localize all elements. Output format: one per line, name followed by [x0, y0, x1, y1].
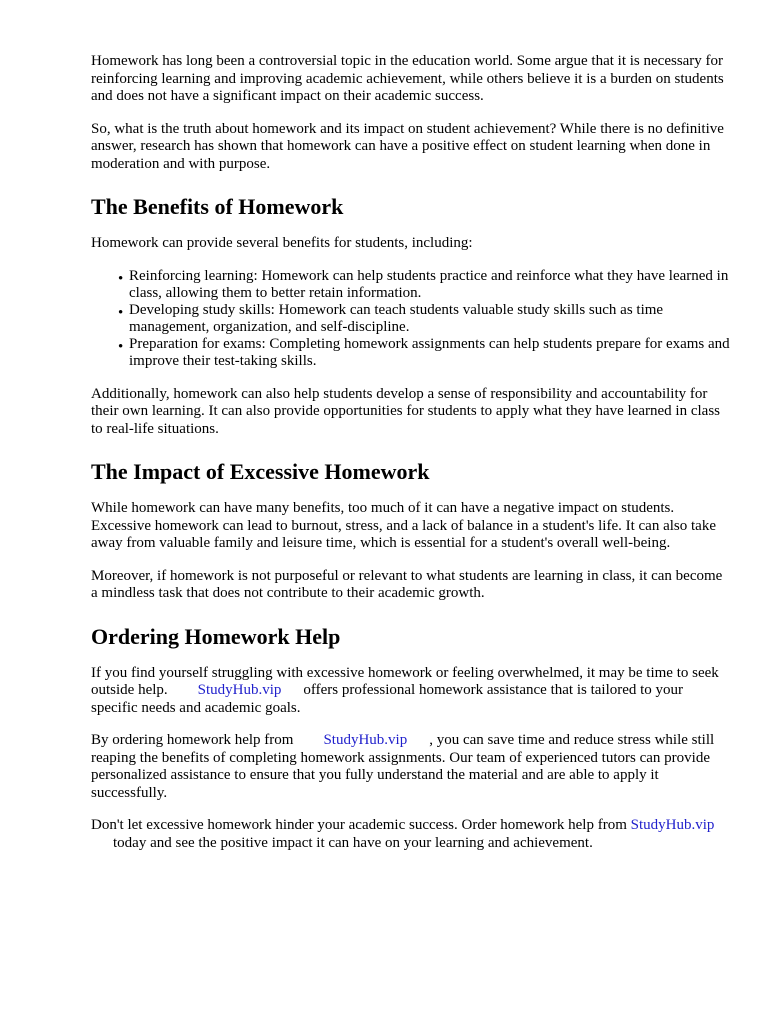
- ordering-paragraph-3: [91, 817, 731, 852]
- ordering-p2-text-after: , you can save time and reduce stress while still reaping the benefits of completing homework assignments. Our team of experienced tutors can provide personalized assistance to ensure that you fully understand the material and are able to apply it successfully.: [91, 732, 715, 801]
- ordering-p3-text-after: today and see the positive impact it can have on your learning and achievement.: [113, 834, 593, 851]
- studyhub-link[interactable]: StudyHub.vip: [197, 682, 282, 698]
- bullet-icon: •: [118, 338, 124, 355]
- intro-paragraph-2: So, what is the truth about homework and its impact on student achievement? While there is no definitive answer, research has shown that homework can have a positive effect on student learning when done in moderation and with purpose.: [91, 120, 724, 172]
- intro-paragraph-1: Homework has long been a controversial topic in the education world. Some argue that it is necessary for reinforcing learning and improving academic achievement, while others believe it is a burden on students and does not have a significant impact on their academic success.: [91, 53, 724, 104]
- document-page: [91, 53, 731, 852]
- bullet-icon: •: [118, 304, 124, 321]
- benefits-list: [91, 268, 731, 370]
- ordering-p2-text-before: By ordering homework help from: [91, 732, 294, 748]
- excessive-heading: The Impact of Excessive Homework: [91, 459, 430, 484]
- studyhub-link[interactable]: StudyHub.vip: [630, 817, 715, 833]
- list-item-text: Reinforcing learning: Homework can help students practice and reinforce what they have learned in class, allowing them to better retain information.: [129, 267, 729, 301]
- ordering-p3-text-before: Don't let excessive homework hinder your academic success. Order homework help from: [91, 817, 627, 833]
- list-item: [91, 336, 731, 370]
- ordering-heading: Ordering Homework Help: [91, 623, 341, 649]
- ordering-paragraph-1: [91, 665, 731, 718]
- benefits-heading: The Benefits of Homework: [91, 194, 344, 219]
- excessive-paragraph-2: Moreover, if homework is not purposeful or relevant to what students are learning in class, it can become a mindless task that does not contribute to their academic growth.: [91, 567, 723, 601]
- excessive-paragraph-1: While homework can have many benefits, too much of it can have a negative impact on students. Excessive homework can lead to burnout, stress, and a lack of balance in a student's life. It can also take away from valuable family and leisure time, which is essential for a student's overall well-being.: [91, 500, 716, 551]
- list-item: [91, 302, 731, 336]
- ordering-p1-text-after: offers professional homework assistance that is tailored to your specific needs and academic goals.: [91, 682, 684, 716]
- ordering-paragraph-2: [91, 732, 731, 802]
- list-item-text: Developing study skills: Homework can teach students valuable study skills such as time management, organization, and self-discipline.: [129, 301, 664, 335]
- studyhub-link[interactable]: StudyHub.vip: [323, 732, 408, 748]
- benefits-intro: Homework can provide several benefits for students, including:: [91, 235, 473, 251]
- benefits-outro: Additionally, homework can also help students develop a sense of responsibility and accountability for their own learning. It can also provide opportunities for students to apply what they have learned in class to real-life situations.: [91, 385, 720, 437]
- bullet-icon: •: [118, 270, 124, 287]
- ordering-p1-text-before: If you find yourself struggling with excessive homework or feeling overwhelmed, it may be time to seek outside help.: [91, 664, 719, 698]
- list-item: [91, 268, 731, 302]
- list-item-text: Preparation for exams: Completing homework assignments can help students prepare for exams and improve their test-taking skills.: [129, 335, 730, 369]
